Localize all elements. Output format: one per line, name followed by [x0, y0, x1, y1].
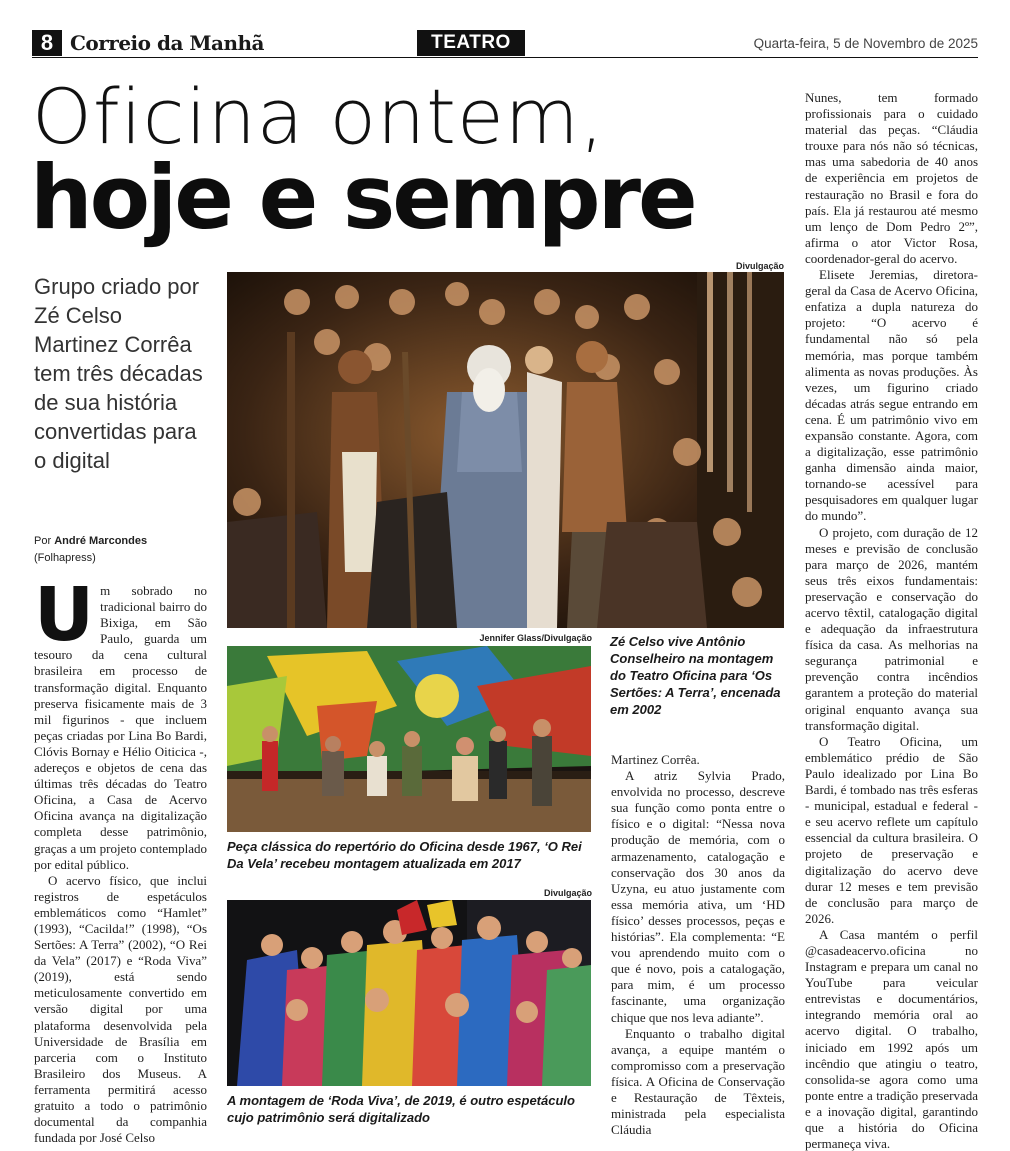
- col3-paragraph-0: Martinez Corrêa.: [611, 752, 700, 767]
- byline-prefix: Por: [34, 535, 55, 547]
- middle-photo-image: [227, 646, 591, 832]
- byline: [34, 533, 147, 567]
- col1-paragraph-1: m sobrado no tradicional bairro do Bixiga, em São Paulo, guarda um tesouro da cena cultural brasileira em processo de transformação digital. Enquanto preserva fisicamente mais de 3 mil figurinos - que incluem peças criadas por Lina Bo Bardi, Clóvis Bornay e Hélio Oiticica -, adereços e objetos de cena das últimas três décadas do Teatro Oficina, a Casa de Acervo Oficina avança na digitalização completa desse patrimônio, graças a um projeto contemplado por edital público.: [34, 583, 207, 872]
- middle-photo-caption: Peça clássica do repertório do Oficina desde 1967, ‘O Rei Da Vela’ recebeu montagem atualizada em 2017: [227, 839, 582, 871]
- article-column-3: [611, 752, 785, 1138]
- bottom-photo-caption: A montagem de ‘Roda Viva’, de 2019, é outro espetáculo cujo patrimônio será digitalizado: [227, 1093, 575, 1125]
- deck: Grupo criado por Zé Celso Martinez Corrêa tem três décadas de sua história convertidas para o digital: [34, 274, 203, 473]
- article-column-4: [805, 90, 978, 1151]
- issue-date: Quarta-feira, 5 de Novembro de 2025: [753, 36, 978, 51]
- bottom-photo-image: [227, 900, 591, 1086]
- headline-line-1: Oficina ontem,: [32, 72, 605, 161]
- col4-paragraph-4: A Casa mantém o perfil @casadeacervo.oficina no Instagram e prepara um canal no YouTube para veicular entrevistas e documentários, integrando memória oral ao acervo digital. O trabalho, iniciado em 1992 após um incêndio que atingiu o teatro, consolida-se agora como uma ponte entre a tradição preservada e a inovação digital, garantindo que a história do Oficina permaneça viva.: [805, 926, 978, 1151]
- col4-paragraph-0: Nunes, tem formado profissionais para o cuidado material das peças. “Cláudia trouxe para nós não só técnicas, mas uma sabedoria de 40 anos de experiência em projetos de restauração no Brasil e fora do país. Ela já restaurou até mesmo um lenço de Dom Pedro 2º”, afirma o ator Victor Rosa, coordenador-geral do acervo.: [805, 90, 978, 266]
- col3-paragraph-2: Enquanto o trabalho digital avança, a equipe mantém o compromisso com a preservação física. A Oficina de Conservação e Restauração de Têxteis, ministrada pela especialista Cláudia: [611, 1025, 785, 1138]
- main-photo-caption: Zé Celso vive Antônio Conselheiro na montagem do Teatro Oficina para ‘Os Sertões: A Terra’, encenada em 2002: [610, 634, 781, 717]
- page-header: [32, 30, 978, 58]
- col4-paragraph-2: O projeto, com duração de 12 meses e previsão de conclusão para março de 2026, mantém seus três eixos fundamentais: preservação e conservação do acervo têxtil, catalogação digital e adequação da infraestrutura física da casa. As melhorias na segurança patrimonial e prevenção contra incêndios garantem a proteção do material original enquanto avança sua transformação digital.: [805, 524, 978, 733]
- drop-cap: U: [34, 572, 95, 658]
- byline-author: André Marcondes: [54, 535, 148, 547]
- bottom-photo-roda-viva: [227, 900, 591, 1086]
- middle-photo-rei-da-vela: [227, 646, 591, 832]
- col3-paragraph-1: A atriz Sylvia Prado, envolvida no processo, descreve sua função como ponta entre o físico e o digital: “Nessa nova produção de memória, com o armazenamento, catalogação e conservação dos 30 anos da Uzyna, eu atuo justamente com essa memória ativa, um ‘HD físico’ desses processos, peças e histórias”. Ela complementa: “E vou aprendendo muito com o que é novo, pois a catalogação, para mim, é um processo fascinante, uma organização chique que nos leva adiante”.: [611, 768, 785, 1025]
- main-photo-os-sertoes: [227, 272, 784, 628]
- main-photo-image: [227, 272, 784, 628]
- col4-paragraph-1: Elisete Jeremias, diretora-geral da Casa de Acervo Oficina, enfatiza a dupla natureza do projeto: “O acervo é fundamental não só pela memória, mas porque também alimenta as novas produções. Às vezes, um figurino criado décadas atrás segue entrando em cena. É um patrimônio vivo em expansão constante. Agora, com a digitalização, esse patrimônio ganha dimensão ainda maior, tornando-se acessível para pesquisadores em qualquer lugar do mundo”.: [805, 267, 978, 524]
- headline-line-2: hoje e sempre: [30, 146, 695, 249]
- main-photo-credit-top: Divulgação: [735, 261, 784, 271]
- article-column-1: [34, 572, 207, 1146]
- byline-agency: (Folhapress): [34, 552, 96, 564]
- col4-paragraph-3: O Teatro Oficina, um emblemático prédio de São Paulo idealizado por Lina Bo Bardi, é tombado nas três esferas - municipal, estadual e federal - e seu acervo reflete um capítulo essencial da cultura brasileira. O projeto de preservação e digitalização do acervo deve durar 12 meses e tem previsão de conclusão para março de 2026.: [805, 733, 978, 926]
- page-number: 8: [32, 30, 62, 56]
- section-label: TEATRO: [417, 30, 525, 56]
- body-paragraph: [34, 572, 207, 873]
- masthead: Correio da Manhã: [70, 31, 265, 55]
- main-photo-credit-bottom: Jennifer Glass/Divulgação: [479, 633, 592, 643]
- bottom-photo-credit: Divulgação: [543, 888, 592, 898]
- col1-paragraph-2: O acervo físico, que inclui registros de espetáculos emblemáticos como “Hamlet” (1993), “Cacilda!” (1998), “Os Sertões: A Terra” (2002), “O Rei da Vela” (2017) e “Roda Viva” (2019), está sendo meticulosamente convertido em versão digital por uma plataforma desenvolvida pela Universidade de Brasília em parceria com o Instituto Brasileiro dos Museus. A ferramenta permitirá acesso gratuito a todo o patrimônio documental da companhia fundada por José Celso: [34, 872, 207, 1146]
